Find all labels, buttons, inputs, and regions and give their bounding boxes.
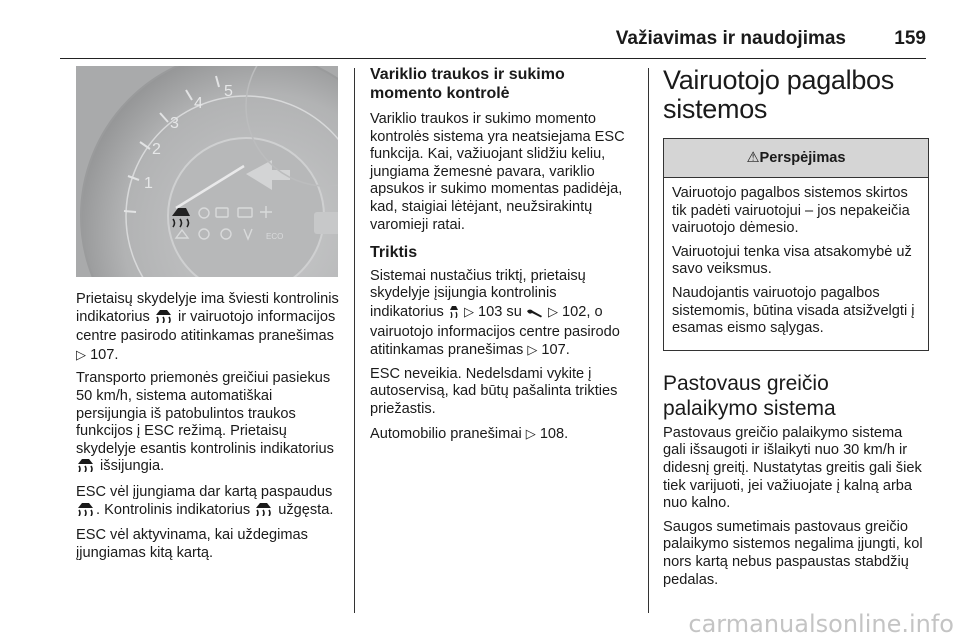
paragraph: Vairuotojui tenka visa atsakomybė už savo veiksmus.: [672, 243, 912, 278]
warning-triangle-icon: ⚠: [746, 150, 760, 166]
traction-control-icon: [448, 305, 460, 324]
esc-off-icon: [76, 458, 96, 478]
column-middle: [370, 66, 634, 449]
reference-arrow-icon: ▷: [525, 425, 536, 441]
warning-title: Perspėjimas: [759, 150, 846, 166]
page-ref-link[interactable]: 108.: [539, 425, 569, 442]
instrument-cluster-figure: [76, 66, 338, 277]
page-header-title: Važiavimas ir naudojimas: [615, 28, 846, 49]
page-ref-link[interactable]: 102: [562, 303, 587, 320]
paragraph: Sistemai nustačius triktį, prietaisų skydelyje įsijungia kontrolinis indikatorius ▷ 103 su ▷ 102, o vairuotojo informacijos centre pasirodo atitinkamas pranešimas ▷ 107.: [370, 267, 620, 359]
paragraph: Transporto priemonės greičiui pasiekus 50 km/h, sistema automatiškai persijungia iš patobulintos traukos funkcijos į ESC režimą. Prietaisų skydelyje esantis kontrolinis indikatorius išsijungia.: [76, 370, 342, 478]
page-ref-link[interactable]: 103: [478, 303, 503, 320]
page-number: 159: [894, 28, 926, 49]
warning-body: [664, 178, 928, 350]
paragraph: Pastovaus greičio palaikymo sistema gali išsaugoti ir išlaikyti nuo 30 km/h ir didesnį greitį. Nustatytas greitis gali šiek tiek varijuoti, jei važiuojate į kalną arba nuo kalno.: [663, 424, 922, 512]
service-wrench-icon: [526, 306, 544, 324]
paragraph: Saugos sumetimais pastovaus greičio palaikymo sistemos negalima įjungti, kol nors kartą nebus paspaustas stabdžių pedalas.: [663, 518, 923, 588]
paragraph: Prietaisų skydelyje ima šviesti kontrolinis indikatorius ir vairuotojo informacijos centre pasirodo atitinkamas pranešimas ▷ 107.: [76, 291, 339, 363]
reference-arrow-icon: ▷: [547, 303, 558, 319]
esc-off-icon: [154, 309, 174, 329]
paragraph: ESC neveikia. Nedelsdami vykite į autoservisą, kad būtų pašalinta trikties priežastis.: [370, 365, 618, 417]
section-heading: Triktis: [370, 244, 418, 262]
reference-arrow-icon: ▷: [527, 342, 538, 358]
esc-off-icon: [76, 502, 96, 522]
gauge-number: 4: [194, 95, 203, 112]
paragraph: ESC vėl įjungiama dar kartą paspaudus . Kontrolinis indikatorius užgęsta.: [76, 484, 342, 521]
column-divider: [354, 68, 355, 613]
column-left: [76, 66, 342, 568]
esc-off-icon: [254, 502, 274, 522]
page-header: [60, 22, 926, 59]
watermark: carmanualsonline.info: [688, 610, 954, 638]
gauge-number: 1: [144, 175, 153, 192]
page-ref-link[interactable]: 107.: [90, 346, 119, 363]
warning-box: [663, 138, 929, 351]
chapter-heading: Vairuotojo pagalbos sistemos: [663, 65, 894, 124]
column-right: [663, 66, 929, 595]
paragraph: Naudojantis vairuotojo pagalbos sistemomis, būtina visada atsižvelgti į esamas eismo sąlygas.: [672, 284, 915, 337]
paragraph: Vairuotojo pagalbos sistemos skirtos tik padėti vairuotojui – jos nepakeičia vairuotojo dėmesio.: [672, 185, 910, 237]
reference-arrow-icon: ▷: [76, 346, 86, 362]
section-heading: Variklio traukos ir sukimo momento kontrolė: [370, 66, 565, 102]
reference-arrow-icon: ▷: [463, 303, 474, 319]
column-divider: [648, 68, 649, 613]
eco-label: ECO: [266, 232, 284, 241]
gauge-number: 3: [170, 115, 179, 132]
paragraph: Automobilio pranešimai ▷ 108.: [370, 425, 569, 442]
paragraph: ESC vėl aktyvinama, kai uždegimas įjungiamas kitą kartą.: [76, 527, 308, 561]
paragraph: Variklio traukos ir sukimo momento kontrolės sistema yra neatsiejama ESC funkcija. Kai, važiuojant slidžiu keliu, jungiama žemesnė pavara, variklio apsukos ir sukimo momentas padidėja, kad, staigiai lėtėjant, neužsirakintų varomieji ratai.: [370, 111, 625, 233]
page-ref-link[interactable]: 107.: [541, 342, 570, 359]
gauge-number: 2: [152, 141, 161, 158]
gauge-number: 5: [224, 83, 233, 100]
warning-header: [664, 139, 928, 178]
section-heading: Pastovaus greičio palaikymo sistema: [663, 371, 836, 420]
